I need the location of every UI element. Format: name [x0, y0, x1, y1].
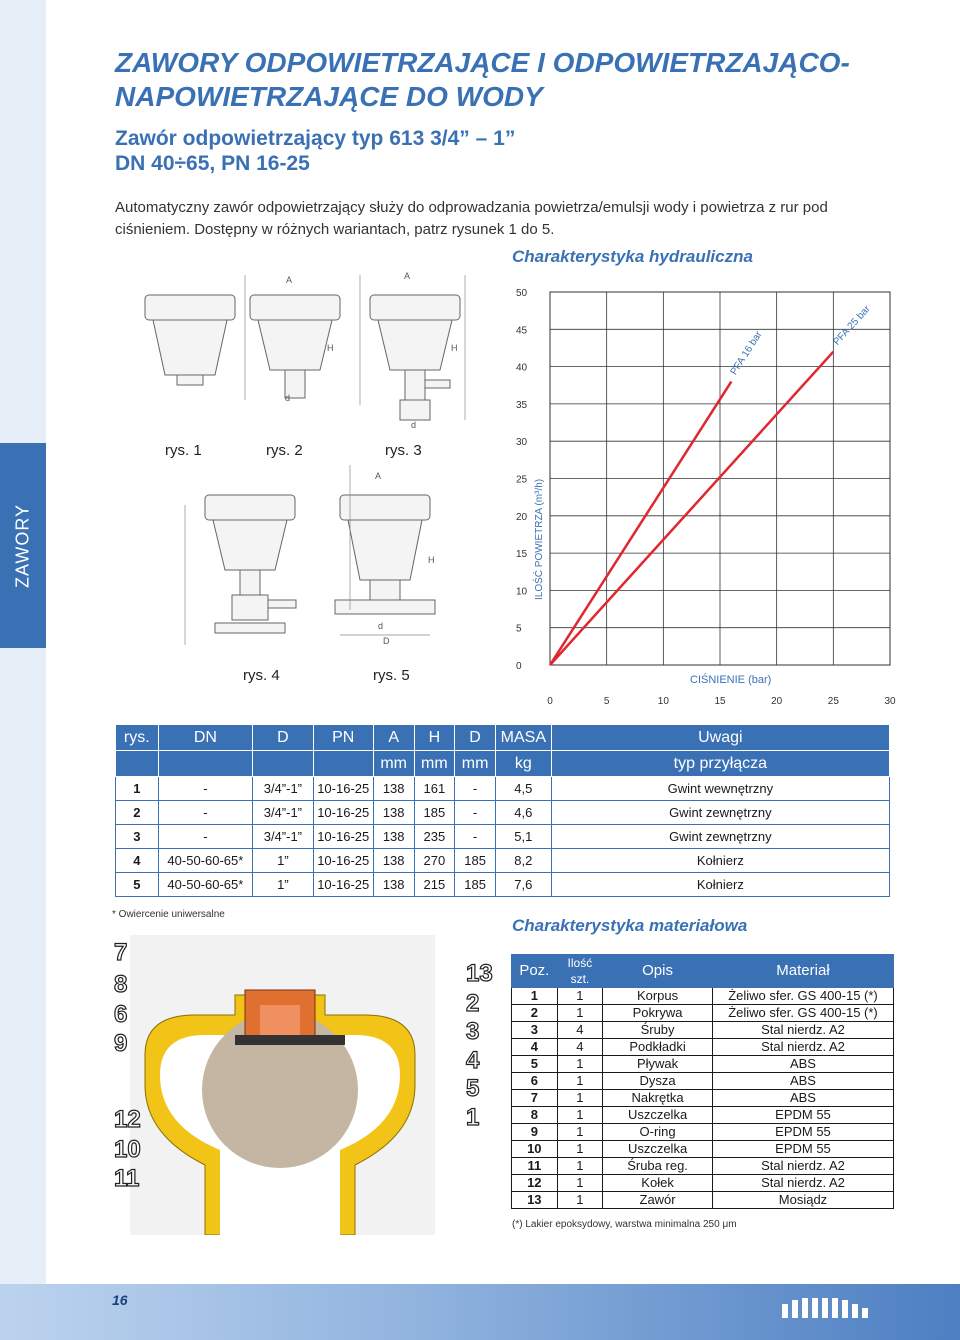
chart-y-tick-label: 10	[516, 586, 528, 598]
table-cell: -	[158, 825, 252, 849]
materials-header-cell: Ilość szt.	[557, 955, 603, 988]
materials-cell: 4	[512, 1039, 558, 1056]
side-tab-label: ZAWORY	[12, 503, 33, 588]
materials-cell: EPDM 55	[712, 1141, 893, 1158]
chart-y-tick-label: 50	[516, 288, 528, 299]
table-cell: 10-16-25	[313, 873, 373, 897]
table-cell: 10-16-25	[313, 825, 373, 849]
rys4-flange	[215, 623, 285, 633]
rys1-outlet	[177, 375, 203, 385]
materials-cell: Mosiądz	[712, 1192, 893, 1209]
materials-cell: 10	[512, 1141, 558, 1158]
materials-cell: Stal nierdz. A2	[712, 1039, 893, 1056]
nozzle-inner	[260, 1005, 300, 1035]
rys4-cap	[205, 495, 295, 520]
table-cell: mm	[373, 751, 414, 777]
valve-drawings-svg	[115, 255, 500, 700]
rys4-handle	[268, 600, 296, 608]
materials-cell: Zawór	[603, 1192, 713, 1209]
materials-cell: 1	[512, 988, 558, 1005]
table-cell: D	[253, 725, 314, 751]
table-cell: -	[158, 801, 252, 825]
technical-drawings	[115, 255, 500, 700]
rys4-body	[213, 520, 287, 570]
page-title: ZAWORY ODPOWIETRZAJĄCE I ODPOWIETRZAJĄCO-NAPOWIETRZAJĄCE DO WODY	[115, 47, 850, 112]
chart-y-tick-label: 0	[516, 661, 522, 672]
chart-x-tick-label: 15	[714, 696, 726, 707]
materials-cell: 1	[557, 1175, 603, 1192]
materials-row	[512, 1056, 894, 1073]
left-callout-7: 7	[114, 940, 128, 966]
table-cell: 270	[414, 849, 455, 873]
table-cell: typ przyłącza	[551, 751, 889, 777]
table-cell: MASA	[495, 725, 551, 751]
table-cell: 161	[414, 777, 455, 801]
table-cell	[158, 751, 252, 777]
table-cell: 4,6	[495, 801, 551, 825]
table-units-row	[116, 751, 890, 777]
table-cell: 40-50-60-65*	[158, 849, 252, 873]
drawing-label-rys2: rys. 2	[266, 442, 303, 459]
materials-cell: 9	[512, 1124, 558, 1141]
materials-row	[512, 1005, 894, 1022]
materials-cell: Uszczelka	[603, 1141, 713, 1158]
rys2-dim-A: A	[286, 275, 293, 285]
rys3-handle	[425, 380, 450, 388]
chart-y-tick-label: 45	[516, 325, 528, 337]
table-row	[116, 801, 890, 825]
right-callout-5: 5	[466, 1075, 480, 1102]
table-cell: Gwint wewnętrzny	[551, 777, 889, 801]
table-cell: 138	[373, 801, 414, 825]
chart-y-tick-label: 25	[516, 474, 528, 486]
chart-series-line-2	[550, 352, 833, 665]
materials-cell: 3	[512, 1022, 558, 1039]
table-cell	[253, 751, 314, 777]
drawing-label-rys3: rys. 3	[385, 442, 422, 459]
materials-cell: 12	[512, 1175, 558, 1192]
materials-cell: 1	[557, 1107, 603, 1124]
materials-cell: 2	[512, 1005, 558, 1022]
left-callouts	[110, 940, 150, 1190]
materials-cell: Żeliwo sfer. GS 400-15 (*)	[712, 1005, 893, 1022]
table-cell: 185	[455, 873, 496, 897]
right-callout-2: 2	[466, 990, 480, 1017]
right-callouts	[462, 955, 502, 1135]
materials-row	[512, 1158, 894, 1175]
table-cell: 5,1	[495, 825, 551, 849]
materials-cell: ABS	[712, 1073, 893, 1090]
table-cell: 138	[373, 849, 414, 873]
table-cell: 4,5	[495, 777, 551, 801]
rys2-dim-d: d	[285, 393, 291, 403]
table-cell: DN	[158, 725, 252, 751]
materials-cell: Stal nierdz. A2	[712, 1022, 893, 1039]
materials-cell: 8	[512, 1107, 558, 1124]
materials-cell: Nakrętka	[603, 1090, 713, 1107]
intro-paragraph: Automatyczny zawór odpowietrzający służy do odprowadzania powietrza/emulsji wody i powietrza z rur pod ciśnieniem. Dostępny w różnych wariantach, patrz rysunek 1 do 5.	[115, 199, 828, 238]
table-header-row	[116, 725, 890, 751]
table-cell: 7,6	[495, 873, 551, 897]
materials-row	[512, 1124, 894, 1141]
table-cell: 1”	[253, 849, 314, 873]
rys1-cap	[145, 295, 235, 320]
materials-row	[512, 1039, 894, 1056]
table-cell: mm	[455, 751, 496, 777]
materials-header-cell: Opis	[603, 955, 713, 988]
rys5-cap	[340, 495, 430, 520]
page-number: 16	[112, 1292, 128, 1308]
materials-cell: 1	[557, 1005, 603, 1022]
chart-y-axis-label: ILOŚĆ POWIETRZA (m³/h)	[534, 478, 545, 600]
table-cell: 40-50-60-65*	[158, 873, 252, 897]
table-cell	[116, 751, 159, 777]
chart-y-tick-label: 15	[516, 549, 528, 561]
table-cell: 215	[414, 873, 455, 897]
side-section-tab	[0, 443, 46, 648]
table-cell: 138	[373, 777, 414, 801]
materials-cell: EPDM 55	[712, 1107, 893, 1124]
table-cell: 3	[116, 825, 159, 849]
rys2-body	[258, 320, 332, 370]
table-cell: rys.	[116, 725, 159, 751]
table-cell: 2	[116, 801, 159, 825]
table-cell: mm	[414, 751, 455, 777]
table-cell: 1”	[253, 873, 314, 897]
left-callout-10: 10	[114, 1136, 141, 1163]
left-callout-12: 12	[114, 1106, 141, 1133]
materials-header-cell: Materiał	[712, 955, 893, 988]
materials-cell: ABS	[712, 1056, 893, 1073]
materials-cell: Stal nierdz. A2	[712, 1158, 893, 1175]
subtitle-line-2: DN 40÷65, PN 16-25	[115, 152, 310, 175]
table-cell: 185	[414, 801, 455, 825]
materials-cell: O-ring	[603, 1124, 713, 1141]
rys5-stem	[370, 580, 400, 600]
table-cell: 3/4”-1”	[253, 777, 314, 801]
chart-y-tick-label: 40	[516, 362, 528, 374]
materials-cell: 1	[557, 1073, 603, 1090]
materials-row	[512, 1090, 894, 1107]
table-cell: H	[414, 725, 455, 751]
table-cell: Kołnierz	[551, 849, 889, 873]
materials-header-cell: Poz.	[512, 955, 558, 988]
right-callout-1: 1	[466, 1104, 480, 1131]
table-cell: 138	[373, 825, 414, 849]
table-cell: 185	[455, 849, 496, 873]
rys3-body	[378, 320, 452, 370]
rys3-dim-d: d	[411, 420, 417, 430]
materials-cell: 1	[557, 1192, 603, 1209]
table-cell: -	[455, 825, 496, 849]
left-callout-11: 11	[114, 1165, 140, 1190]
table-cell: Gwint zewnętrzny	[551, 801, 889, 825]
table-cell: 8,2	[495, 849, 551, 873]
rys4-valve	[232, 595, 268, 620]
materials-cell: 4	[557, 1022, 603, 1039]
materials-cell: Pokrywa	[603, 1005, 713, 1022]
materials-cell: Korpus	[603, 988, 713, 1005]
table-cell: 138	[373, 873, 414, 897]
table-cell	[313, 751, 373, 777]
table-row	[116, 849, 890, 873]
materials-header-row	[512, 955, 894, 988]
materials-cell: EPDM 55	[712, 1124, 893, 1141]
table-cell: D	[455, 725, 496, 751]
chart-series-label-2: PFA 25 bar	[831, 303, 873, 348]
table-cell: 235	[414, 825, 455, 849]
materials-cell: 1	[557, 1158, 603, 1175]
subtitle-line-1: Zawór odpowietrzający typ 613 3/4” – 1”	[115, 127, 516, 150]
table-cell: 5	[116, 873, 159, 897]
rys5-dim-H: H	[428, 555, 435, 565]
rys2-dim-H: H	[327, 343, 334, 353]
materials-footnote: (*) Lakier epoksydowy, warstwa minimalna 250 μm	[512, 1219, 737, 1230]
materials-row	[512, 1175, 894, 1192]
chart-y-tick-label: 20	[516, 511, 528, 523]
materials-row	[512, 1073, 894, 1090]
table-cell: -	[158, 777, 252, 801]
materials-cell: ABS	[712, 1090, 893, 1107]
table-cell: 1	[116, 777, 159, 801]
materials-cell: 1	[557, 1141, 603, 1158]
rys3-outlet	[405, 370, 425, 400]
chart-x-tick-label: 25	[827, 696, 839, 707]
chart-series-label-1: PFA 16 bar	[728, 329, 765, 378]
materials-cell: 1	[557, 1056, 603, 1073]
chart-title: Charakterystyka hydrauliczna	[512, 247, 753, 266]
rys3-dim-H: H	[451, 343, 458, 353]
rys5-dim-d: d	[378, 621, 384, 631]
table-cell: 4	[116, 849, 159, 873]
materials-cell: 6	[512, 1073, 558, 1090]
chart-y-ticks	[516, 288, 528, 672]
table-cell: A	[373, 725, 414, 751]
drawing-label-rys1: rys. 1	[165, 442, 202, 459]
chart-x-tick-label: 10	[657, 696, 669, 707]
lever-arm	[235, 1035, 345, 1045]
materials-cell: 1	[557, 1090, 603, 1107]
rys3-valve	[400, 400, 430, 420]
chart-y-tick-label: 35	[516, 399, 528, 411]
table-cell: 10-16-25	[313, 777, 373, 801]
materials-row	[512, 1107, 894, 1124]
chart-x-axis-label: CIŚNIENIE (bar)	[690, 674, 772, 686]
rys2-cap	[250, 295, 340, 320]
materials-cell: 13	[512, 1192, 558, 1209]
chart-y-tick-label: 30	[516, 437, 528, 449]
table-cell: 3/4”-1”	[253, 801, 314, 825]
chart-x-tick-label: 0	[547, 696, 553, 707]
left-callout-8: 8	[114, 971, 128, 998]
materials-table	[511, 954, 894, 1209]
table-cell: -	[455, 777, 496, 801]
table-cell: Kołnierz	[551, 873, 889, 897]
table-cell: -	[455, 801, 496, 825]
product-subtitle	[115, 126, 815, 176]
rys1-body	[153, 320, 227, 375]
rys5-dim-D: D	[383, 636, 390, 646]
rys3-dim-A: A	[404, 271, 411, 281]
drawing-label-rys4: rys. 4	[243, 667, 280, 684]
left-callout-9: 9	[114, 1030, 128, 1057]
materials-row	[512, 1141, 894, 1158]
table-cell: 3/4”-1”	[253, 825, 314, 849]
table-cell: PN	[313, 725, 373, 751]
table-cell: 10-16-25	[313, 801, 373, 825]
materials-cell: Stal nierdz. A2	[712, 1175, 893, 1192]
left-callout-6: 6	[114, 1001, 128, 1028]
materials-cell: Dysza	[603, 1073, 713, 1090]
table-footnote: * Owiercenie uniwersalne	[112, 909, 225, 920]
company-logo-icon	[782, 1296, 872, 1318]
materials-cell: Uszczelka	[603, 1107, 713, 1124]
table-cell: 10-16-25	[313, 849, 373, 873]
materials-row	[512, 1022, 894, 1039]
table-cell: Gwint zewnętrzny	[551, 825, 889, 849]
chart-x-ticks	[547, 696, 896, 707]
materials-title: Charakterystyka materiałowa	[512, 916, 748, 935]
chart-x-tick-label: 5	[603, 696, 610, 707]
materials-row	[512, 1192, 894, 1209]
materials-cell: Pływak	[603, 1056, 713, 1073]
chart-y-tick-label: 5	[516, 623, 522, 635]
materials-cell: 4	[557, 1039, 603, 1056]
materials-cell: 5	[512, 1056, 558, 1073]
table-row	[116, 825, 890, 849]
table-row	[116, 777, 890, 801]
materials-cell: Śruby	[603, 1022, 713, 1039]
table-cell: Uwagi	[551, 725, 889, 751]
materials-cell: Żeliwo sfer. GS 400-15 (*)	[712, 988, 893, 1005]
drawing-label-rys5: rys. 5	[373, 667, 410, 684]
materials-row	[512, 988, 894, 1005]
rys5-body	[348, 520, 422, 580]
materials-cell: Podkładki	[603, 1039, 713, 1056]
table-row	[116, 873, 890, 897]
chart-x-tick-label: 20	[771, 696, 783, 707]
chart-x-tick-label: 30	[884, 696, 896, 707]
materials-cell: 1	[557, 1124, 603, 1141]
right-callout-3: 3	[466, 1018, 480, 1045]
materials-cell: 7	[512, 1090, 558, 1107]
specification-table	[115, 724, 890, 897]
rys5-dim-A: A	[375, 471, 382, 481]
materials-cell: Śruba reg.	[603, 1158, 713, 1175]
materials-cell: Kołek	[603, 1175, 713, 1192]
materials-cell: 11	[512, 1158, 558, 1175]
hydraulic-chart	[500, 270, 900, 715]
chart-series	[550, 303, 873, 665]
materials-cell: 1	[557, 988, 603, 1005]
valve-cross-section	[115, 935, 500, 1235]
right-callout-13: 13	[466, 960, 493, 987]
chart-series-line-1	[550, 382, 731, 665]
right-callout-4: 4	[466, 1047, 480, 1074]
rys4-stem	[240, 570, 260, 595]
rys3-cap	[370, 295, 460, 320]
table-cell: kg	[495, 751, 551, 777]
